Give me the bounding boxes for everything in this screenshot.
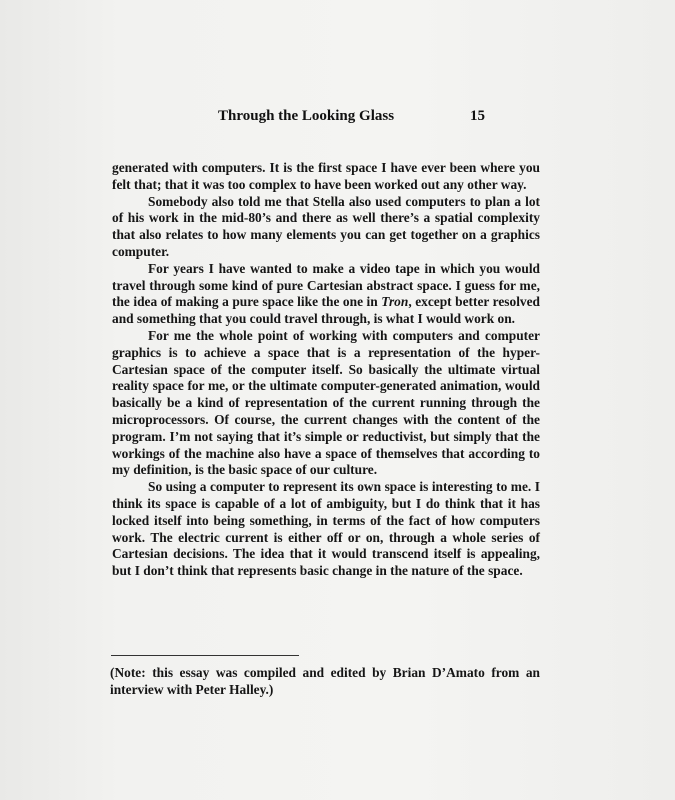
footnote: (Note: this essay was compiled and edited by Brian D’Amato from an interview with Peter Halley.) [110,665,540,697]
paragraph: So using a computer to represent its own space is interesting to me. I think its space is capable of a lot of ambiguity, but I do think that it has locked itself into being something, in terms of the fact of how computers work. The electric current is either off or on, through a whole series of Cartesian decisions. The idea that it would transcend itself is appealing, but I don’t think that represents basic change in the nature of the space. [112,479,540,579]
paragraph-text-continued: , except better resolved and something that you could travel through, is what I would work on. [112,294,541,327]
paragraph-text: For years I have wanted to make a video tape in which you would travel through some kind of pure Cartesian abstract space. I guess for me, the idea of making a pure space like the one in [112,260,540,310]
running-header [0,108,675,130]
page-number: 15 [470,108,485,124]
body-text [112,160,540,580]
footnote-rule [111,655,299,656]
paragraph: For me the whole point of working with computers and computer graphics is to achieve a space that is a representation of the hyper-Cartesian space of the computer itself. So basically the ultimate virtual reality space for me, or the ultimate computer-generated animation, would basically be a kind of representation of the current running through the microprocessors. Of course, the current changes with the content of the program. I’m not saying that it’s simple or reductivist, but simply that the workings of the machine also have a space of themselves that according to my definition, is the basic space of our culture. [112,327,540,478]
paragraph: Somebody also told me that Stella also used computers to plan a lot of his work in the mid-80’s and there as well there’s a spatial complexity that also relates to how many elements you can get together on a graphics computer. [112,193,540,259]
running-title: Through the Looking Glass [218,108,395,124]
paragraph [112,261,540,328]
paragraph: generated with computers. It is the first space I have ever been where you felt that; that it was too complex to have been worked out any other way. [112,160,540,192]
film-title: Tron [381,294,409,310]
